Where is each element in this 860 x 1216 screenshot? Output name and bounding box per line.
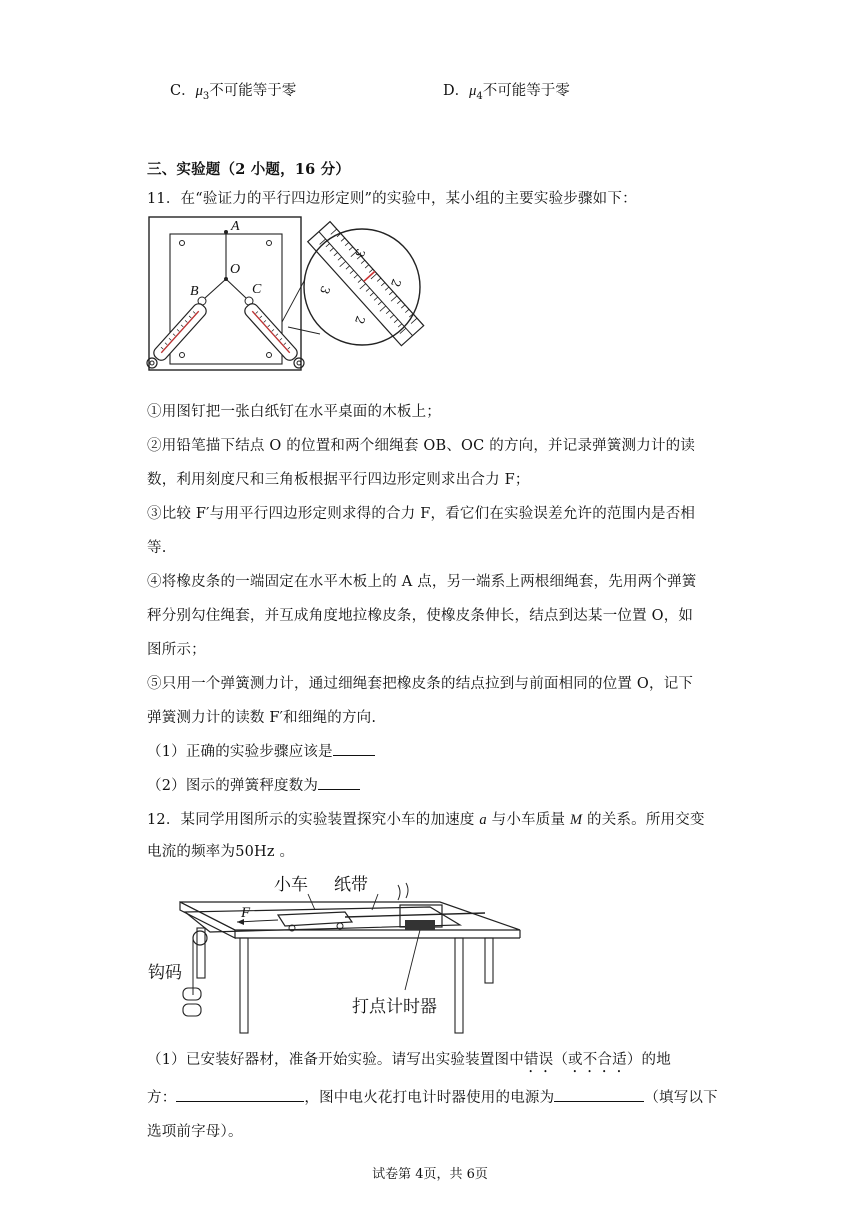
q12-sub-1-text-4: ，图中电火花打电计时器使用的电源为 [304,1090,555,1106]
answer-blank[interactable] [318,775,360,790]
q11-sub-2 [147,774,360,795]
option-d [443,79,570,102]
q12-stem-text-2: 与小车质量 [491,812,566,828]
q11-stem: 11．在“验证力的平行四边形定则”的实验中，某小组的主要实验步骤如下： [147,191,637,207]
q11-step-5-line-2: 弹簧测力计的读数 F′和细绳的方向. [147,710,377,726]
acceleration-symbol: a [479,812,487,828]
answer-blank[interactable] [176,1087,304,1102]
mass-symbol: M [569,812,583,828]
mu-symbol: μ [469,83,477,99]
label-c: C [252,282,262,297]
q12-stem-text-3: 的关系。所用交变 [587,812,705,828]
q11-sub-1 [147,740,375,761]
mu-subscript: 4 [476,90,483,102]
emphasized-text: 错误（或不合适） [523,1052,642,1068]
q11-sub-2-text: （2）图示的弹簧秤度数为 [147,778,319,794]
option-c-label: C． [170,83,196,99]
label-force: F [241,905,251,921]
mu-symbol: μ [195,83,203,99]
option-c-text: 不可能等于零 [209,83,297,99]
q12-sub-1-text-5: （填写以下 [644,1090,718,1106]
scale-number-2-lower: 2 [351,314,368,326]
label-o: O [230,262,241,277]
q12-stem-line-1 [147,808,705,829]
q12-sub-1-text-2: 的地 [641,1052,671,1068]
scale-number-2-upper: 2 [387,277,404,289]
q12-sub-1-text-3: 方： [147,1090,177,1106]
option-c [170,79,296,102]
q11-step-4-line-2: 秤分别勾住绳套，并互成角度地拉橡皮条，使橡皮条伸长，结点到达某一位置 O，如 [147,608,694,624]
label-timer: 打点计时器 [352,997,437,1017]
q12-sub-1-text-1: （1）已安装好器材，准备开始实验。请写出实验装置图中 [147,1052,524,1068]
q11-step-4-line-3: 图所示； [147,642,206,658]
scale-number-3-upper: 3 [351,247,368,259]
q11-sub-1-text: （1）正确的实验步骤应该是 [147,744,333,760]
label-a: A [231,219,240,234]
option-d-label: D． [443,83,470,99]
q11-step-3-line-2: 等. [147,540,167,556]
spring-scale-figure [140,212,440,377]
q11-step-2-line-2: 数，利用刻度尺和三角板根据平行四边形定则求出合力 F； [147,472,530,488]
q11-step-3-line-1: ③比较 F′与用平行四边形定则求得的合力 F，看它们在实验误差允许的范围内是否相 [147,506,696,522]
q11-step-2-line-1: ②用铅笔描下结点 O 的位置和两个细绳套 OB、OC 的方向，并记录弹簧测力计的读 [147,438,696,454]
option-d-text: 不可能等于零 [482,83,570,99]
q12-sub-1-line-3: 选项前字母）。 [147,1124,243,1140]
q11-step-5-line-1: ⑤只用一个弹簧测力计，通过细绳套把橡皮条的结点拉到与前面相同的位置 O，记下 [147,676,694,692]
label-cart: 小车 [274,875,308,895]
scale-number-3-lower: 3 [316,284,333,296]
section-title: 三、实验题（2 小题，16 分） [147,161,351,178]
label-b: B [190,284,199,299]
q12-sub-1-line-2 [147,1086,718,1107]
page-footer: 试卷第 4页，共 6页 [372,1167,488,1182]
answer-blank[interactable] [554,1087,644,1102]
q12-stem-line-2: 电流的频率为50Hz 。 [147,844,295,860]
label-tape: 纸带 [334,875,368,895]
answer-blank[interactable] [333,741,375,756]
label-weights: 钩码 [148,963,182,983]
q11-step-1: ①用图钉把一张白纸钉在水平桌面的木板上； [147,404,441,420]
q11-step-4-line-1: ④将橡皮条的一端固定在水平木板上的 A 点，另一端系上两根细绳套，先用两个弹簧 [147,574,697,590]
mu-subscript: 3 [202,90,210,102]
q12-sub-1-line-1 [147,1048,671,1076]
q12-stem-text-1: 12．某同学用图所示的实验装置探究小车的加速度 [147,812,475,828]
